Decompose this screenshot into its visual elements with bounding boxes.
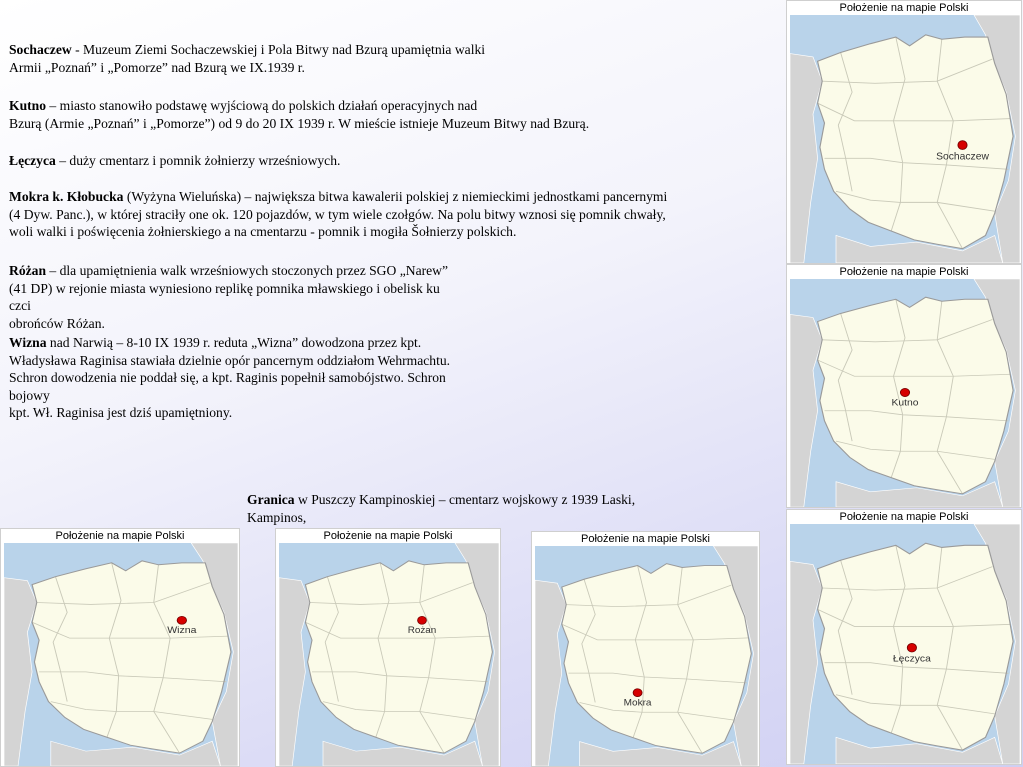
map-title: Położenie na mapie Polski — [55, 530, 185, 542]
paragraph-text: - Muzeum Ziemi Sochaczewskiej i Pola Bitwy nad Bzurą upamiętnia walki — [71, 42, 486, 57]
city-label: Sochaczew — [936, 151, 989, 163]
location-marker — [418, 616, 427, 624]
paragraph-text: Schron dowodzenia nie poddał się, a kpt. Raginis popełnił samobójstwo. Schron — [9, 370, 446, 385]
paragraph-leczyca — [9, 152, 340, 170]
city-label: Kutno — [891, 398, 919, 409]
paragraph-text: kpt. Wł. Raginisa jest dziś upamiętniony. — [9, 405, 233, 420]
city-label: Mokra — [623, 696, 652, 708]
city-label: Wizna — [167, 625, 197, 636]
poland-map — [4, 543, 238, 766]
paragraph-sochaczew — [9, 41, 485, 76]
paragraph-text: – miasto stanowiło podstawę wyjściową do polskich działań operacyjnych nad — [46, 98, 478, 113]
paragraph-text: Władysława Raginisa stawiała dzielnie opór pancernym oddziałom Wehrmachtu. — [9, 352, 451, 368]
location-marker — [633, 689, 642, 697]
map-title: Położenie na mapie Polski — [839, 266, 969, 278]
map-card-kutno — [786, 264, 1022, 508]
paragraph-text: – dla upamiętnienia walk wrześniowych stoczonych przez SGO „Narew” — [46, 263, 449, 278]
map-card-sochaczew — [786, 0, 1022, 264]
paragraph-kutno — [9, 97, 589, 132]
paragraph-granica — [247, 491, 635, 526]
map-card-leczyca — [786, 509, 1022, 765]
location-marker — [958, 141, 967, 150]
map-title: Położenie na mapie Polski — [839, 511, 969, 523]
place-name: Granica — [247, 492, 295, 507]
paragraph-text: w Puszczy Kampinoskiej – cmentarz wojskowy z 1939 Laski, — [294, 492, 636, 507]
map-card-rozan — [275, 528, 501, 767]
map-title: Położenie na mapie Polski — [323, 530, 453, 542]
paragraph-text: czci — [9, 298, 31, 313]
place-name: Łęczyca — [9, 153, 56, 168]
paragraph-text: (4 Dyw. Panc.), w której straciły one ok. 120 pojazdów, w tym wiele czołgów. Na polu bitwy wznosi się pomnik chwały, — [9, 206, 666, 222]
map-card-wizna — [0, 528, 240, 767]
poland-map — [790, 279, 1020, 507]
location-marker — [907, 643, 916, 652]
poland-map — [790, 524, 1020, 764]
poland-map — [279, 543, 499, 766]
map-title: Położenie na mapie Polski — [580, 533, 711, 545]
paragraph-rozan — [9, 262, 448, 332]
city-label: Łęczyca — [892, 653, 931, 665]
poland-map — [790, 15, 1020, 263]
paragraph-text: (Wyżyna Wieluńska) – największa bitwa kawalerii polskiej z niemieckimi jednostkami pancernymi — [123, 189, 668, 204]
poland-map — [535, 546, 758, 766]
paragraph-wizna — [9, 334, 450, 422]
place-name: Różan — [9, 263, 47, 278]
place-name: Mokra k. Kłobucka — [9, 189, 124, 204]
paragraph-text: bojowy — [9, 387, 50, 403]
paragraph-text: (41 DP) w rejonie miasta wyniesiono replikę pomnika mławskiego i obelisk ku — [9, 280, 440, 296]
map-title: Położenie na mapie Polski — [839, 2, 969, 14]
paragraph-mokra — [9, 188, 667, 241]
place-name: Sochaczew — [9, 42, 72, 57]
paragraph-text: Bzurą (Armie „Poznań” i „Pomorze”) od 9 do 20 IX 1939 r. W mieście istnieje Muzeum Bitwy nad Bzurą. — [9, 115, 590, 131]
city-label: Rożan — [407, 624, 437, 636]
place-name: Kutno — [9, 98, 47, 113]
paragraph-text: nad Narwią – 8-10 IX 1939 r. reduta „Wizna” dowodzona przez kpt. — [46, 335, 422, 350]
location-marker — [900, 388, 909, 396]
paragraph-text: woli walki i poświęcenia żołnierskiego a na cmentarzu - pomnik i mogiła Šołnierzy polskich. — [9, 224, 517, 239]
paragraph-text: – duży cmentarz i pomnik żołnierzy wrześniowych. — [55, 153, 341, 168]
map-card-mokra — [531, 531, 760, 767]
location-marker — [177, 616, 186, 624]
place-name: Wizna — [9, 335, 47, 350]
paragraph-text: Armii „Poznań” i „Pomorze” nad Bzurą we IX.1939 r. — [9, 59, 305, 75]
paragraph-text: Kampinos, — [247, 509, 307, 525]
paragraph-text: obrońców Różan. — [9, 315, 105, 331]
